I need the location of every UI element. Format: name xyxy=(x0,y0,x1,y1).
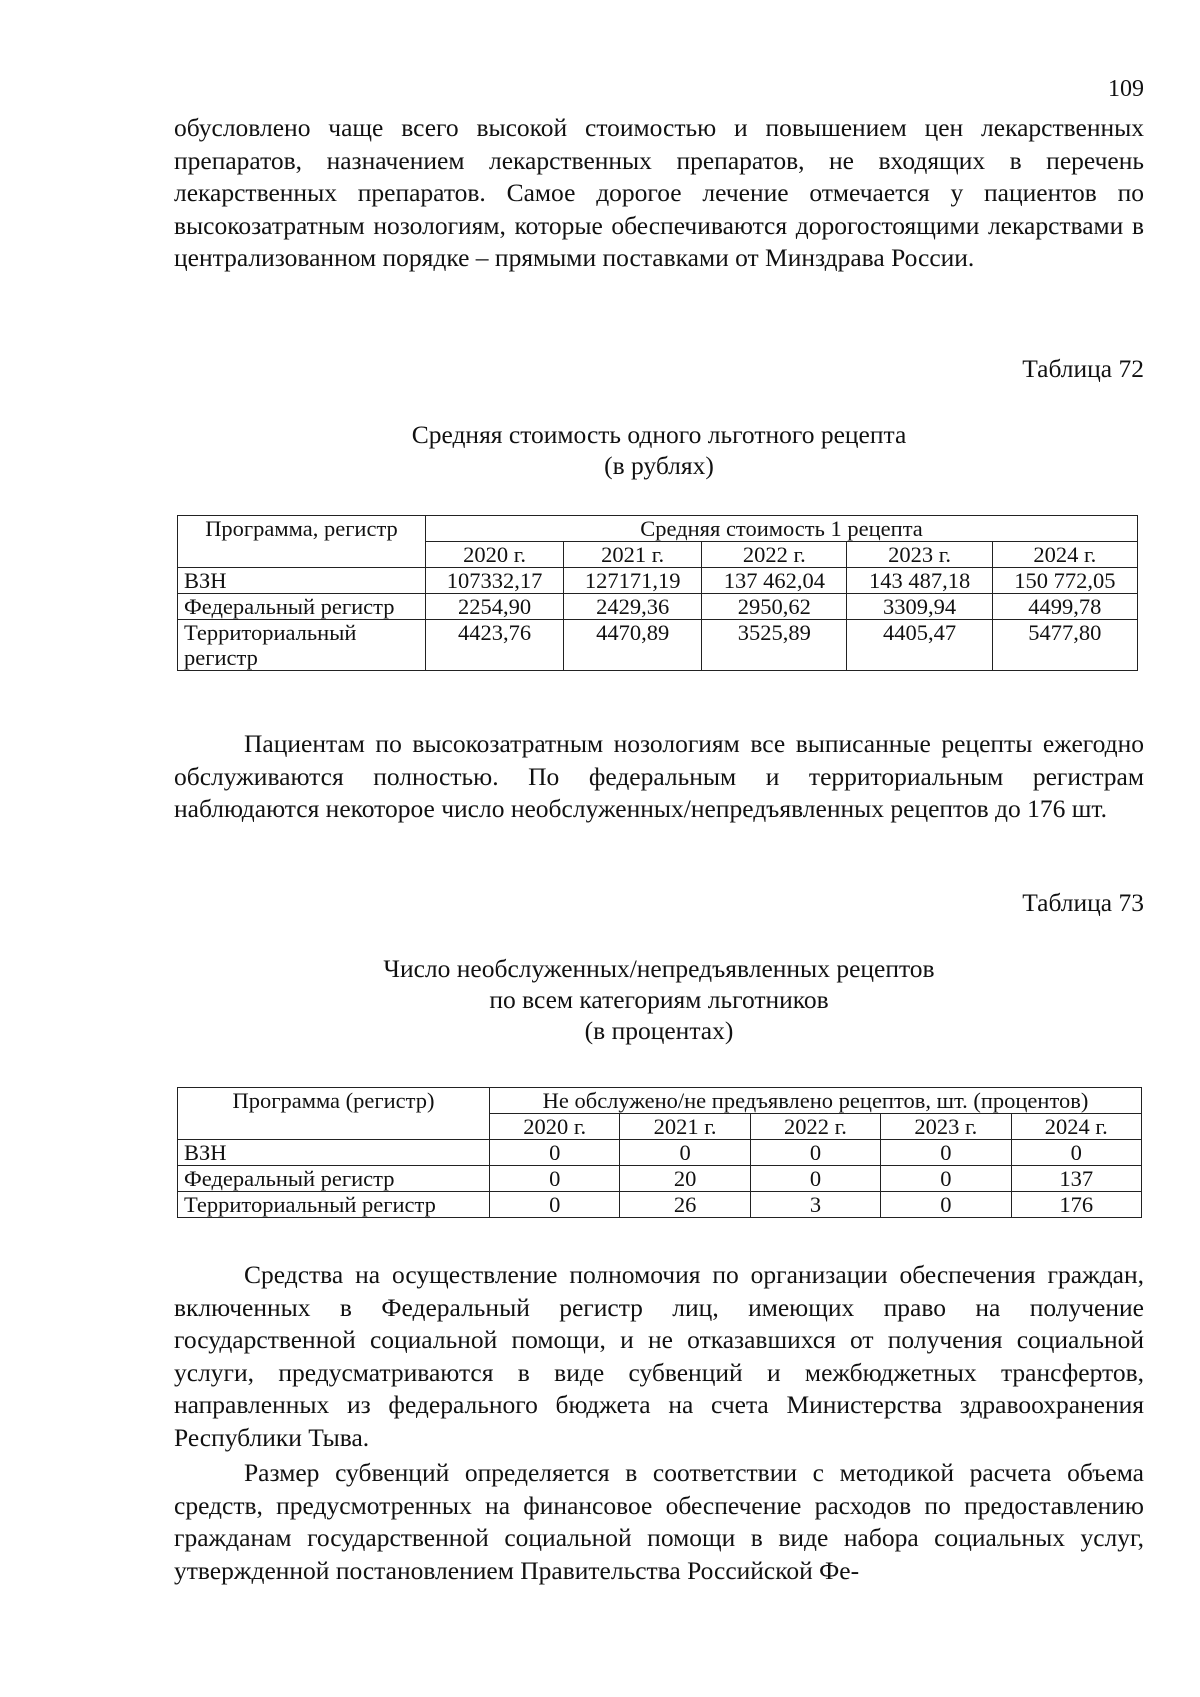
table-row xyxy=(178,1192,1142,1218)
table-73 xyxy=(177,1087,1142,1218)
table-row xyxy=(178,568,1138,594)
cell-value: 3 xyxy=(750,1192,880,1218)
cell-value: 107332,17 xyxy=(426,568,564,594)
cell-value: 0 xyxy=(750,1166,880,1192)
cell-value: 5477,80 xyxy=(992,620,1137,671)
table-72-title xyxy=(174,419,1144,481)
cell-value: 0 xyxy=(490,1166,620,1192)
cell-value: 4499,78 xyxy=(992,594,1137,620)
row-name: Федеральный регистр xyxy=(178,1166,490,1192)
table-row xyxy=(178,1140,1142,1166)
cell-value: 143 487,18 xyxy=(847,568,992,594)
paragraph-after-table-72: Пациентам по высокозатратным нозологиям все выписанные рецепты ежегодно обслуживаются полностью. По федеральным и территориальным регистрам наблюдаются некоторое число необслуженных/непредъявленных рецептов до 176 шт. xyxy=(174,729,1144,823)
cell-value: 0 xyxy=(490,1140,620,1166)
cell-value: 2429,36 xyxy=(564,594,702,620)
table-73-label: Таблица 73 xyxy=(1022,888,1144,917)
table-73-year: 2023 г. xyxy=(881,1114,1011,1140)
cell-value: 2950,62 xyxy=(702,594,847,620)
table-73-title-line2: по всем категориям льготников xyxy=(489,985,829,1014)
table-73-header-program: Программа (регистр) xyxy=(178,1088,490,1140)
table-72-year: 2021 г. xyxy=(564,542,702,568)
cell-value: 0 xyxy=(881,1166,1011,1192)
cell-value: 176 xyxy=(1011,1192,1142,1218)
cell-value: 0 xyxy=(881,1192,1011,1218)
cell-value: 20 xyxy=(620,1166,750,1192)
cell-value: 137 462,04 xyxy=(702,568,847,594)
cell-value: 0 xyxy=(1011,1140,1142,1166)
table-row xyxy=(178,1166,1142,1192)
paragraph-intro: обусловлено чаще всего высокой стоимостью и повышением цен лекарственных препаратов, назначением лекарственных препаратов, не входящих в перечень лекарственных препаратов. Самое дорогое лечение отмечается у пациентов по высокозатратным нозологиям, которые обеспечиваются дорогостоящими лекарствами в централизованном порядке – прямыми поставками от Минздрава России. xyxy=(174,113,1144,272)
table-73-year: 2021 г. xyxy=(620,1114,750,1140)
row-name: ВЗН xyxy=(178,1140,490,1166)
table-72-header-group: Средняя стоимость 1 рецепта xyxy=(426,516,1138,542)
table-73-header-group: Не обслужено/не предъявлено рецептов, шт. (процентов) xyxy=(490,1088,1142,1114)
cell-value: 4405,47 xyxy=(847,620,992,671)
table-73-year: 2024 г. xyxy=(1011,1114,1142,1140)
cell-value: 137 xyxy=(1011,1166,1142,1192)
paragraph-funds: Средства на осуществление полномочия по организации обеспечения граждан, включенных в Федеральный регистр лиц, имеющих право на получение государственной социальной помощи, и не отказавшихся от получения социальной услуги, предусматриваются в виде субвенций и межбюджетных трансфертов, направленных из федерального бюджета на счета Министерства здравоохранения Республики Тыва. xyxy=(174,1260,1144,1452)
cell-value: 4470,89 xyxy=(564,620,702,671)
cell-value: 0 xyxy=(750,1140,880,1166)
table-row xyxy=(178,620,1138,671)
table-row xyxy=(178,594,1138,620)
row-name: ВЗН xyxy=(178,568,426,594)
table-73-year: 2022 г. xyxy=(750,1114,880,1140)
table-72 xyxy=(177,515,1138,671)
table-72-title-line2: (в рублях) xyxy=(604,451,714,480)
table-73-title-line3: (в процентах) xyxy=(584,1016,734,1045)
cell-value: 150 772,05 xyxy=(992,568,1137,594)
table-72-label: Таблица 72 xyxy=(1022,354,1144,383)
row-name: Территориальный регистр xyxy=(178,620,426,671)
paragraph-subventions: Размер субвенций определяется в соответствии с методикой расчета объема средств, предусмотренных на финансовое обеспечение расходов по предоставлению гражданам государственной социальной помощи в виде набора социальных услуг, утвержденной постановлением Правительства Российской Фе- xyxy=(174,1458,1144,1585)
cell-value: 127171,19 xyxy=(564,568,702,594)
table-72-year: 2020 г. xyxy=(426,542,564,568)
table-72-year: 2023 г. xyxy=(847,542,992,568)
table-72-title-line1: Средняя стоимость одного льготного рецепта xyxy=(411,420,907,449)
cell-value: 0 xyxy=(620,1140,750,1166)
cell-value: 3309,94 xyxy=(847,594,992,620)
cell-value: 26 xyxy=(620,1192,750,1218)
table-73-year: 2020 г. xyxy=(490,1114,620,1140)
cell-value: 3525,89 xyxy=(702,620,847,671)
row-name: Федеральный регистр xyxy=(178,594,426,620)
table-72-header-program: Программа, регистр xyxy=(178,516,426,568)
page-number: 109 xyxy=(1108,76,1144,102)
row-name: Территориальный регистр xyxy=(178,1192,490,1218)
cell-value: 0 xyxy=(490,1192,620,1218)
table-73-title xyxy=(174,953,1144,1046)
cell-value: 2254,90 xyxy=(426,594,564,620)
cell-value: 4423,76 xyxy=(426,620,564,671)
table-73-title-line1: Число необслуженных/непредъявленных рецептов xyxy=(383,954,935,983)
table-72-year: 2022 г. xyxy=(702,542,847,568)
cell-value: 0 xyxy=(881,1140,1011,1166)
table-72-year: 2024 г. xyxy=(992,542,1137,568)
